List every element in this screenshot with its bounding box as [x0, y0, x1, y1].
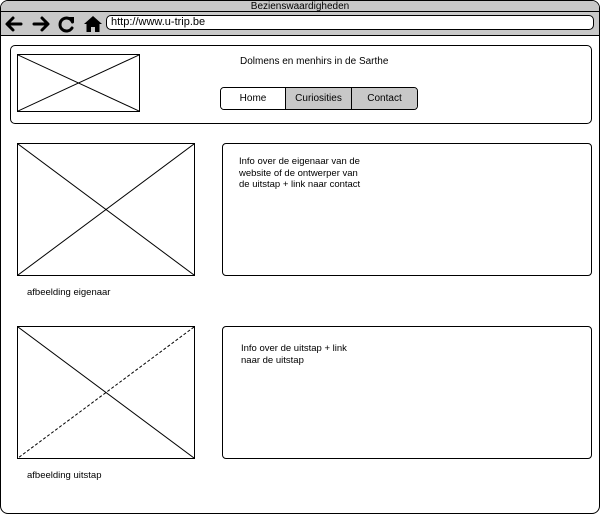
url-input[interactable]: http://www.u-trip.be	[106, 15, 594, 30]
owner-info-line: website of de ontwerper van	[239, 167, 358, 179]
trip-image-caption: afbeelding uitstap	[27, 470, 102, 481]
owner-info-line: Info over de eigenaar van de	[239, 156, 360, 167]
nav-curiosities-button[interactable]: Curiosities	[286, 88, 352, 109]
trip-image-placeholder	[17, 326, 195, 459]
window-title: Bezienswaardigheden	[1, 1, 599, 12]
owner-info-text	[239, 156, 360, 191]
reload-icon[interactable]	[57, 14, 77, 34]
nav-contact-button[interactable]: Contact	[352, 88, 417, 109]
owner-image-caption: afbeelding eigenaar	[27, 287, 111, 298]
browser-toolbar	[1, 12, 599, 36]
arrow-right-icon[interactable]	[31, 14, 51, 34]
owner-info-line: de uitstap + link naar contact	[239, 179, 361, 190]
trip-info-line: Info over de uitstap + link	[241, 343, 347, 354]
nav-home-button[interactable]: Home	[221, 88, 286, 109]
trip-info-text	[241, 343, 347, 366]
owner-image-placeholder	[17, 143, 195, 276]
home-icon[interactable]	[83, 14, 103, 34]
main-navigation	[220, 87, 418, 110]
arrow-left-icon[interactable]	[4, 14, 24, 34]
logo-image-placeholder	[17, 54, 140, 112]
trip-info-line: naar de uitstap	[241, 354, 304, 366]
site-title: Dolmens en menhirs in de Sarthe	[240, 56, 389, 67]
